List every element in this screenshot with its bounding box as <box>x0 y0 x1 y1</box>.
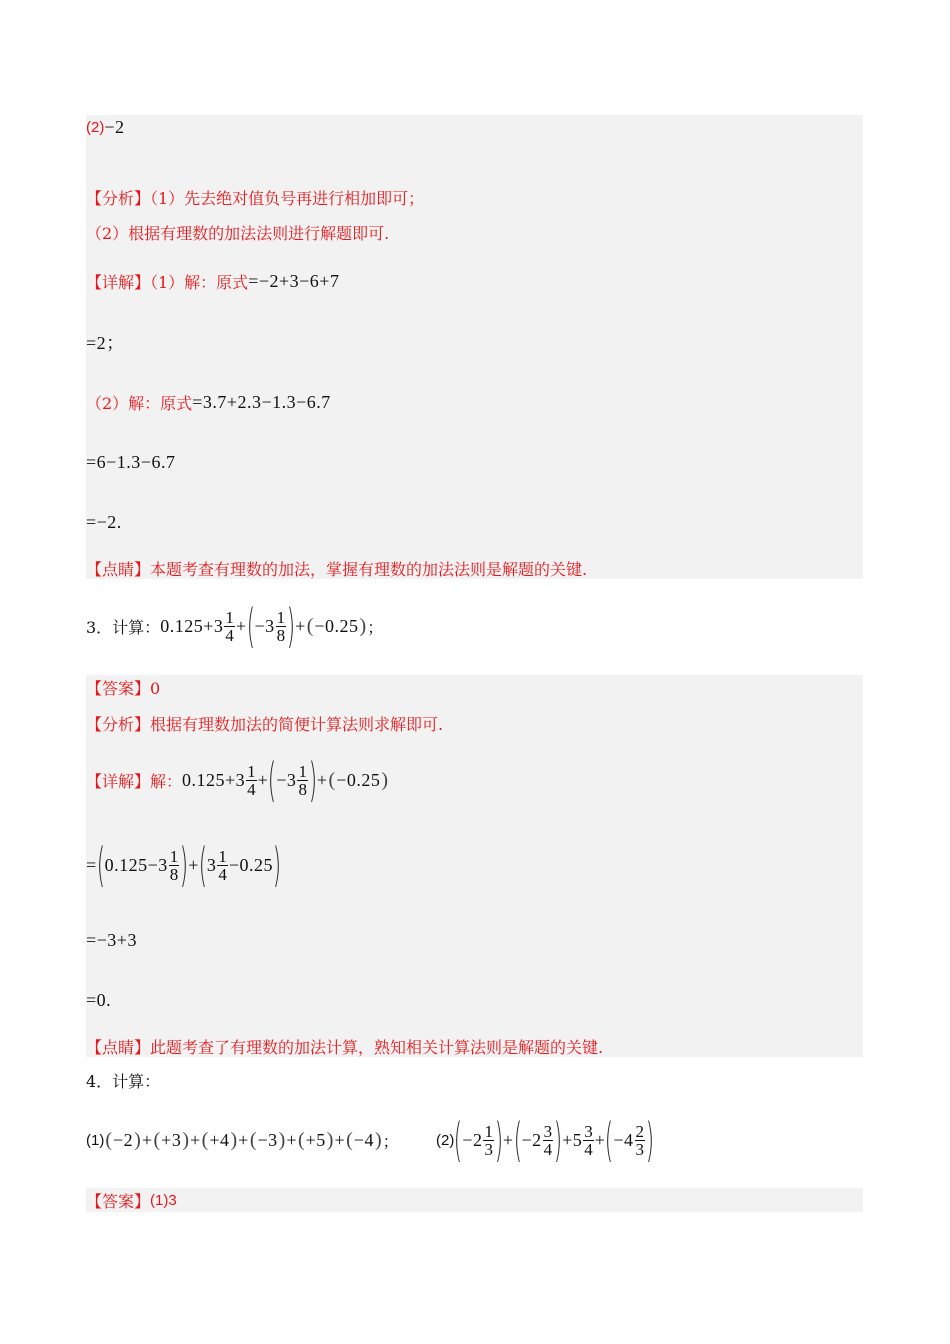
parenthesis: ) <box>359 614 367 637</box>
math-text: 4 <box>247 779 256 799</box>
math-text: −2 <box>521 1129 542 1150</box>
fraction <box>483 1123 494 1158</box>
math-text: 8 <box>298 779 307 799</box>
math-text: 8 <box>169 864 179 884</box>
label: (2) <box>436 1131 455 1149</box>
parenthesis: ( <box>249 1128 257 1151</box>
parenthesis: ) <box>494 1113 503 1167</box>
parenthesis: ) <box>272 838 282 892</box>
parenthesis: ) <box>134 1128 141 1151</box>
parenthesis: ) <box>554 1113 563 1167</box>
q4-answer <box>86 1190 177 1210</box>
q4-part1 <box>86 1130 399 1150</box>
math-text: 4 <box>218 864 227 884</box>
math-text: 1 <box>298 761 307 781</box>
op: + <box>235 615 247 636</box>
parenthesis: ) <box>278 1128 286 1151</box>
term: −3 <box>254 615 275 636</box>
label: （2）解：原式 <box>86 393 193 413</box>
fraction <box>246 763 257 798</box>
math-text: ； <box>382 1131 399 1151</box>
math-text: +4 <box>209 1129 230 1150</box>
fraction <box>583 1123 594 1158</box>
label: (2) <box>86 118 105 136</box>
q3-analysis: 【分析】根据有理数加法的简便计算法则求解即可. <box>86 714 444 734</box>
q3-answer: 【答案】0 <box>86 678 161 698</box>
term: −0.25 <box>336 769 381 790</box>
parenthesis: ) <box>182 1128 189 1151</box>
math-text: + <box>594 1129 606 1150</box>
solution-highlight-q4 <box>86 1188 863 1212</box>
expr: =3.7+2.3−1.3−6.7 <box>192 391 331 412</box>
math-text: +5 <box>562 1129 583 1150</box>
op: + <box>295 615 306 636</box>
term: 3 <box>206 854 217 875</box>
fraction <box>217 848 228 883</box>
label: 【详解】解： <box>86 771 183 791</box>
math-text: 1 <box>225 607 234 627</box>
q2-answer-part2 <box>86 117 125 137</box>
q2-analysis-1: 【分析】（1）先去绝对值负号再进行相加即可； <box>86 188 425 208</box>
math-text: 1 <box>247 761 256 781</box>
math-text: = <box>86 854 97 875</box>
parenthesis: ( <box>198 838 207 892</box>
fraction <box>543 1123 554 1158</box>
math-text: + <box>334 1129 346 1150</box>
parenthesis: ( <box>605 1113 614 1167</box>
math-text: −3 <box>257 1129 278 1150</box>
math-text: +3 <box>161 1129 182 1150</box>
q3-step-3: =0. <box>86 989 112 1010</box>
term: −0.25 <box>314 615 359 636</box>
math-text: 2 <box>635 1121 645 1141</box>
parenthesis: ) <box>381 768 389 791</box>
parenthesis: ) <box>180 838 189 892</box>
parenthesis: ( <box>246 599 255 653</box>
q2-analysis-2: （2）根据有理数的加法法则进行解题即可. <box>86 223 390 243</box>
fraction <box>635 1123 646 1158</box>
q3-question <box>86 599 384 653</box>
parenthesis: ( <box>297 1128 305 1151</box>
q4-question: 4．计算： <box>86 1071 161 1091</box>
parenthesis: ) <box>326 1128 334 1151</box>
math-text: 1 <box>169 846 179 866</box>
parenthesis: ( <box>346 1128 353 1151</box>
math-text: 3 <box>484 1139 493 1159</box>
q2-step-3: =−2. <box>86 511 122 532</box>
math-text: 3 <box>584 1121 593 1141</box>
value: −2 <box>104 116 125 137</box>
label: (1) <box>86 1131 105 1149</box>
math-text: 1 <box>484 1121 493 1141</box>
q2-detail-1 <box>86 271 339 291</box>
math-text: 3 <box>543 1121 553 1141</box>
term: 0.125+3 <box>182 769 246 790</box>
parenthesis: ( <box>454 1113 463 1167</box>
expr: =−2+3−6+7 <box>248 270 340 291</box>
fraction <box>169 848 180 883</box>
math-text: 1 <box>218 846 227 866</box>
q3-comment: 【点睛】此题考查了有理数的加法计算，熟知相关计算法则是解题的关键. <box>86 1037 604 1057</box>
q3-step-2: =−3+3 <box>86 929 137 950</box>
op: + <box>316 769 328 790</box>
term: 0.125−3 <box>104 854 168 875</box>
q3-step-1 <box>86 838 282 892</box>
parenthesis: ) <box>374 1128 382 1151</box>
q2-step-2: =6−1.3−6.7 <box>86 451 176 472</box>
parenthesis: ( <box>105 1128 113 1151</box>
parenthesis: ( <box>153 1128 161 1151</box>
math-text: + <box>286 1129 297 1150</box>
parenthesis: ) <box>287 599 296 653</box>
math-text: + <box>190 1129 201 1150</box>
parenthesis: ) <box>645 1113 655 1167</box>
term: −3 <box>276 769 297 790</box>
term: 0.125+3 <box>160 615 224 636</box>
math-text: 8 <box>276 625 286 645</box>
math-text: (1)3 <box>150 1191 177 1209</box>
parenthesis: ( <box>328 768 336 791</box>
math-text: 4 <box>543 1139 553 1159</box>
math-text: 1 <box>276 607 286 627</box>
parenthesis: ( <box>306 614 314 637</box>
math-text: + <box>238 1129 249 1150</box>
q2-step-1: =2； <box>86 333 125 353</box>
parenthesis: ) <box>230 1128 238 1151</box>
math-text: 【答案】 <box>86 1191 151 1211</box>
math-text: −0.25 <box>228 854 273 875</box>
math-text: −4 <box>613 1129 634 1150</box>
parenthesis: ) <box>308 753 317 807</box>
q4-part2 <box>436 1113 655 1167</box>
math-text: 4 <box>584 1139 593 1159</box>
math-text: + <box>141 1129 153 1150</box>
math-text: + <box>502 1129 514 1150</box>
parenthesis: ( <box>96 838 105 892</box>
op: + <box>257 769 269 790</box>
math-text: 4 <box>225 625 234 645</box>
q3-detail <box>86 753 389 807</box>
parenthesis: ( <box>201 1128 209 1151</box>
math-text: +5 <box>305 1129 326 1150</box>
q2-comment: 【点睛】本题考查有理数的加法，掌握有理数的加法法则是解题的关键. <box>86 559 588 579</box>
parenthesis: ( <box>268 753 277 807</box>
fraction <box>276 609 287 644</box>
end: ； <box>367 617 384 637</box>
q2-detail-2 <box>86 392 331 412</box>
math-text: −4 <box>353 1129 374 1150</box>
fraction <box>224 609 235 644</box>
fraction <box>297 763 308 798</box>
label: 【详解】（1）解：原式 <box>86 272 249 292</box>
math-text: + <box>188 854 199 875</box>
math-text: −2 <box>113 1129 134 1150</box>
prefix: 3．计算： <box>86 617 161 637</box>
math-text: 3 <box>635 1139 645 1159</box>
parenthesis: ( <box>513 1113 522 1167</box>
math-text: −2 <box>462 1129 483 1150</box>
